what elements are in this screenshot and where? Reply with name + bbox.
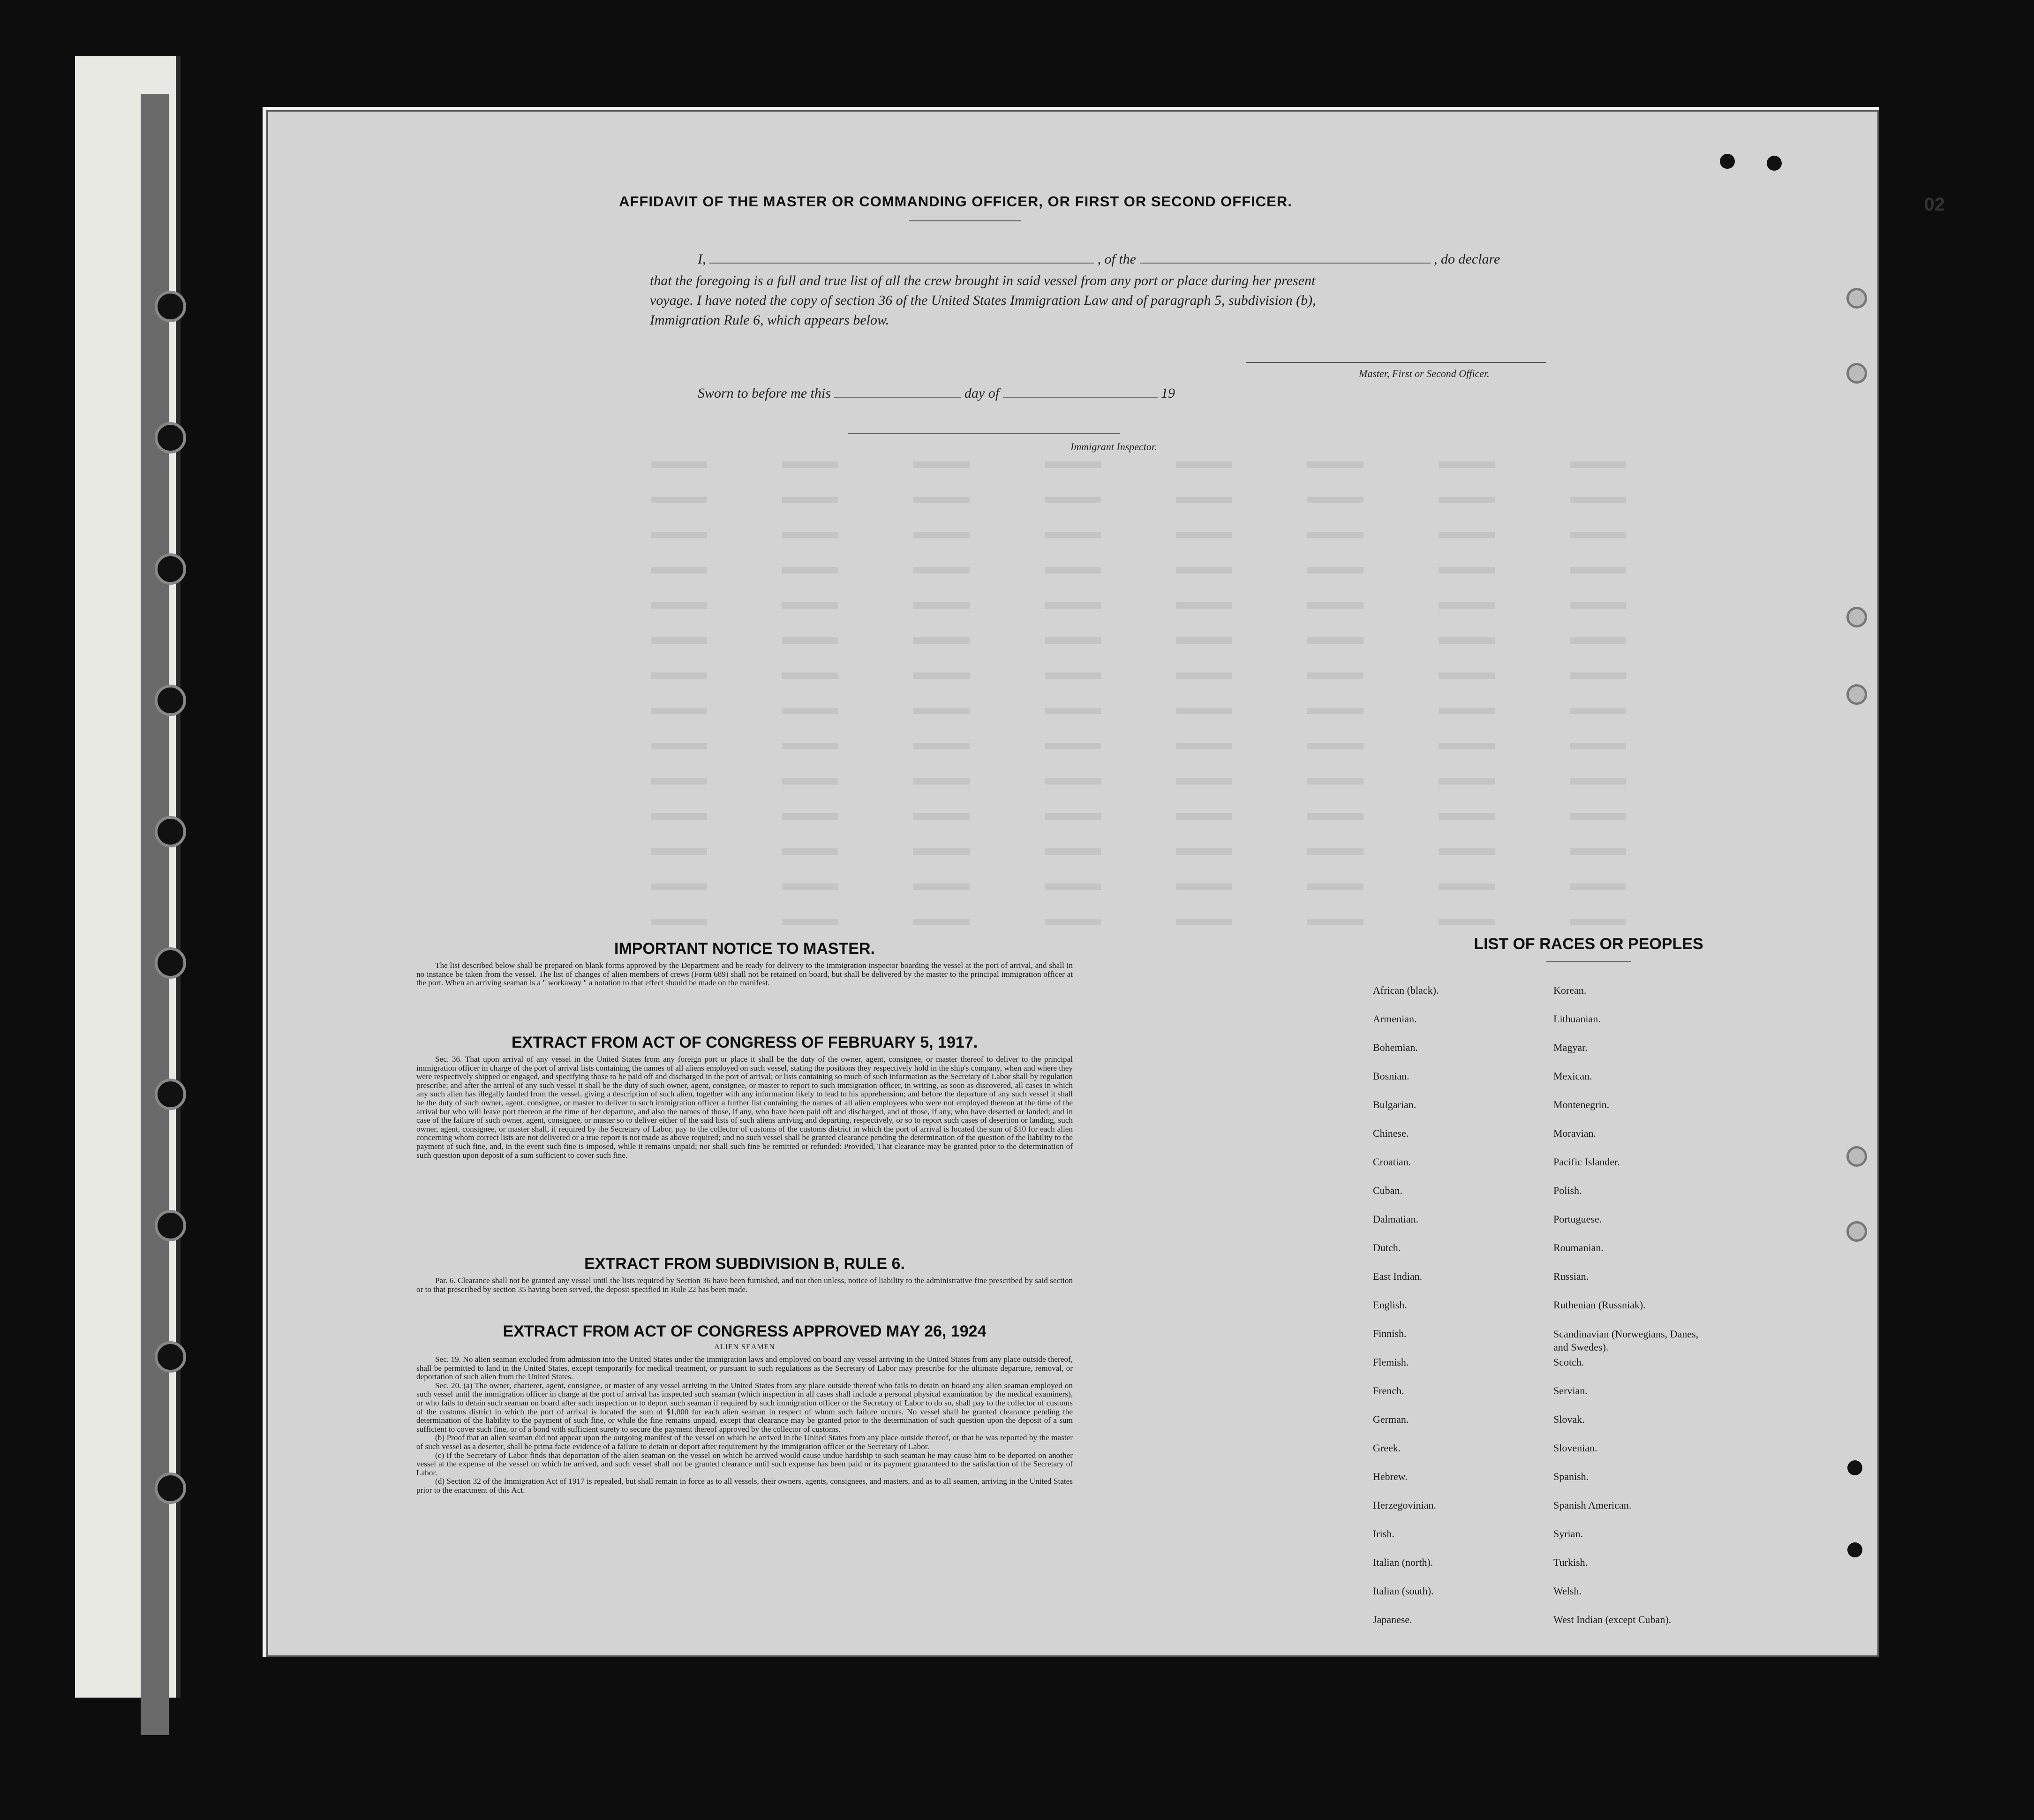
races-rule bbox=[1546, 961, 1631, 962]
races-column-2 bbox=[1553, 984, 1703, 1642]
race-item: Chinese. bbox=[1373, 1127, 1409, 1139]
race-item: Russian. bbox=[1553, 1270, 1589, 1282]
affidavit-of-the: , of the bbox=[1097, 251, 1136, 267]
race-item: Armenian. bbox=[1373, 1013, 1417, 1025]
race-item: Scandinavian (Norwegians, Danes, and Swedes). bbox=[1553, 1328, 1699, 1353]
binder-hole bbox=[155, 553, 186, 585]
race-item: Syrian. bbox=[1553, 1528, 1583, 1540]
binder-hole bbox=[155, 291, 186, 322]
affidavit-line-4: Immigration Rule 6, which appears below. bbox=[650, 312, 889, 328]
sworn-text: Sworn to before me this bbox=[698, 385, 831, 401]
race-item: Mexican. bbox=[1553, 1070, 1592, 1082]
punch-hole bbox=[1847, 1542, 1862, 1557]
race-item: Flemish. bbox=[1373, 1356, 1409, 1368]
race-item: West Indian (except Cuban). bbox=[1553, 1614, 1672, 1625]
act-1917-body bbox=[416, 1055, 1073, 1160]
race-item: Greek. bbox=[1373, 1442, 1401, 1454]
act-1924-title: EXTRACT FROM ACT OF CONGRESS APPROVED MAY 26, 1924 bbox=[503, 1322, 987, 1340]
act-1924-paragraph: (c) If the Secretary of Labor finds that deportation of the alien seaman on the vessel on which he arrived would cause undue hardship to such seaman he may cause him to be deported on another vessel at the expense of the vessel on which he arrived, and such vessel shall not be granted clearance until such expense has been paid or its payment guaranteed to the satisfaction of the Secretary of Labor. bbox=[416, 1450, 1073, 1477]
act-1924-paragraph: Sec. 20. (a) The owner, charterer, agent, consignee, or master of any vessel arriving in the United States from any place outside thereof who fails to detain on board any alien seaman employed on such vessel until the immigration officer in charge at the port of arrival has inspected such seaman (which inspection in all cases shall include a personal physical examination by the medical examiners), or who fails to detain such seaman on board after such inspection or to deport such seaman if required by such immigration officer or the Secretary of Labor to do so, shall pay to the collector of customs of the customs district in which the port of arrival is located the sum of $1,000 for each alien seaman in respect of whom such failure occurs. No vessel shall be granted clearance pending the determination of the liability to the payment of such fine, or while the fine remains unpaid, except that clearance may be granted prior to the determination of such question upon the deposit of a sum sufficient to cover such fine, or of a bond with sufficient surety to secure the payment thereof approved by the collector of customs. bbox=[416, 1381, 1073, 1434]
race-item: Dalmatian. bbox=[1373, 1213, 1419, 1225]
act-1917-paragraph: Sec. 36. That upon arrival of any vessel in the United States from any foreign port or place it shall be the duty of the owner, agent, consignee, or master thereof to deliver to the principal immigration officer in charge of the port of arrival lists containing the names of all aliens employed on such vessel, stating the positions they respectively hold in the ship's company, when and where they were respectively shipped or engaged, and specifying those to be paid off and discharged in the port of arrival; or lists containing so much of such information as the Secretary of Labor shall by regulation prescribe; and after the arrival of any such vessel it shall be the duty of such owner, agent, consignee, or master to report to such immigration officer, in writing, as soon as discovered, all cases in which any such alien has illegally landed from the vessel, giving a description of such alien, together with any information likely to lead to his apprehension; and before the departure of any such vessel it shall be the duty of such owner, agent, consignee, or master to deliver to such immigration officer a further list containing the names of all alien employees who were not employed thereon at the time of the arrival but who will leave port thereon at the time of her departure, and also the names of those, if any, who have been paid off and discharged, and of those, if any, who have deserted or landed; and in case of the failure of such owner, agent, consignee, or master so to deliver either of the said lists of such aliens arriving and departing, respectively, or so to report such cases of desertion or landing, such owner, agent, consignee, or master shall, if required by the Secretary of Labor, pay to the collector of customs of the customs district in which the port of arrival is located the sum of $10 for each alien concerning whom correct lists are not delivered or a true report is not made as above required; and no such vessel shall be granted clearance pending the determination of the question of the liability to the payment of such fine, and, in the event such fine is imposed, while it remains unpaid; nor shall such fine be remitted or refunded: Provided, That clearance may be granted prior to the determination of such question upon deposit of a sum sufficient to cover such fine. bbox=[416, 1055, 1073, 1160]
act-1924-paragraph: (b) Proof that an alien seaman did not appear upon the outgoing manifest of the vessel on which he arrived in the United States from any place outside thereof, or that he was reported by the master of such vessel as a deserter, shall be prima facie evidence of a failure to detain or deport after requirement by the immigration officer or the Secretary of Labor. bbox=[416, 1433, 1073, 1451]
races-column-1 bbox=[1373, 984, 1439, 1642]
month-blank bbox=[1003, 385, 1158, 398]
race-item: Bosnian. bbox=[1373, 1070, 1409, 1082]
race-item: Pacific Islander. bbox=[1553, 1156, 1620, 1168]
signature-line bbox=[1246, 362, 1546, 363]
race-item: Welsh. bbox=[1553, 1585, 1582, 1597]
ring-hole bbox=[1846, 1146, 1867, 1167]
race-item: Servian. bbox=[1553, 1385, 1588, 1397]
race-item: English. bbox=[1373, 1299, 1407, 1311]
binder-hole bbox=[155, 816, 186, 847]
act-1924-subtitle: ALIEN SEAMEN bbox=[714, 1343, 775, 1351]
affidavit-i: I, bbox=[698, 251, 706, 267]
race-item: Italian (south). bbox=[1373, 1585, 1434, 1597]
affidavit-line-2: that the foregoing is a full and true list of all the crew brought in said vessel from any port or place during her present bbox=[650, 273, 1316, 288]
ring-hole bbox=[1846, 363, 1867, 384]
race-item: East Indian. bbox=[1373, 1270, 1423, 1282]
race-item: Montenegrin. bbox=[1553, 1099, 1610, 1110]
vessel-blank bbox=[1140, 250, 1431, 264]
race-item: Dutch. bbox=[1373, 1242, 1401, 1254]
affidavit-line-3: voyage. I have noted the copy of section 36 of the United States Immigration Law and of paragraph 5, subdivision (b), bbox=[650, 293, 1316, 308]
affidavit-title: AFFIDAVIT OF THE MASTER OR COMMANDING OFFICER, OR FIRST OR SECOND OFFICER. bbox=[619, 193, 1292, 210]
race-item: Scotch. bbox=[1553, 1356, 1584, 1368]
race-item: Turkish. bbox=[1553, 1556, 1588, 1568]
race-item: African (black). bbox=[1373, 984, 1439, 996]
ring-hole bbox=[1846, 607, 1867, 627]
punch-hole bbox=[1767, 156, 1782, 171]
page-number: 02 bbox=[1924, 194, 1945, 215]
race-item: Finnish. bbox=[1373, 1328, 1407, 1339]
race-item: Italian (north). bbox=[1373, 1556, 1433, 1568]
binder-hole bbox=[155, 1210, 186, 1241]
title-rule bbox=[909, 220, 1021, 221]
race-item: Portuguese. bbox=[1553, 1213, 1602, 1225]
race-item: Spanish American. bbox=[1553, 1499, 1632, 1511]
notice-paragraph: The list described below shall be prepared on blank forms approved by the Department and be ready for delivery to the immigration inspector boarding the vessel at the port of arrival, and shall in no instance be taken from the vessel. The list of changes of alien members of crews (Form 689) shall not be retained on board, but shall be delivered by the master to the principal immigration officer at the port. When an arriving seaman is a " workaway " a notation to that effect should be made on the manifest. bbox=[416, 961, 1073, 988]
race-item: Slovenian. bbox=[1553, 1442, 1597, 1454]
act-1924-paragraph: Sec. 19. No alien seaman excluded from admission into the United States under the immigration laws and employed on board any vessel arriving in the United States from any place outside thereof, shall be permitted to land in the United States, except temporarily for medical treatment, or pursuant to such regulations as the Secretary of Labor may prescribe for the ultimate departure, removal, or deportation of such alien from the United States. bbox=[416, 1355, 1073, 1382]
punch-hole bbox=[1847, 1460, 1862, 1475]
races-title: LIST OF RACES OR PEOPLES bbox=[1474, 935, 1703, 953]
act-1917-title: EXTRACT FROM ACT OF CONGRESS OF FEBRUARY 5, 1917. bbox=[511, 1034, 978, 1051]
race-item: Cuban. bbox=[1373, 1185, 1402, 1196]
race-item: Hebrew. bbox=[1373, 1471, 1408, 1482]
race-item: Ruthenian (Russniak). bbox=[1553, 1299, 1646, 1311]
race-item: Polish. bbox=[1553, 1185, 1582, 1196]
rule-6-title: EXTRACT FROM SUBDIVISION B, RULE 6. bbox=[584, 1255, 905, 1273]
affidavit-do-declare: , do declare bbox=[1434, 251, 1500, 267]
binder-hole bbox=[155, 1079, 186, 1110]
binder-hole bbox=[155, 422, 186, 453]
year-prefix: 19 bbox=[1161, 385, 1175, 401]
inspector-label: Immigrant Inspector. bbox=[1070, 441, 1157, 453]
day-of-text: day of bbox=[964, 385, 1000, 401]
race-item: Moravian. bbox=[1553, 1127, 1597, 1139]
race-item: Herzegovinian. bbox=[1373, 1499, 1436, 1511]
race-item: Magyar. bbox=[1553, 1042, 1588, 1053]
race-item: French. bbox=[1373, 1385, 1404, 1397]
race-item: Irish. bbox=[1373, 1528, 1394, 1540]
race-item: Croatian. bbox=[1373, 1156, 1411, 1168]
act-1924-paragraph: (d) Section 32 of the Immigration Act of 1917 is repealed, but shall remain in force as to all vessels, their owners, agents, consignees, and masters, and as to all seamen, arriving in the United States prior to the enactment of this Act. bbox=[416, 1477, 1073, 1495]
rule-6-paragraph: Par. 6. Clearance shall not be granted any vessel until the lists required by Section 36 have been furnished, and not then unless, notice of liability to the administrative fine prescribed by said section or to that prescribed by section 35 having been served, the deposit specified in Rule 22 has been made. bbox=[416, 1276, 1073, 1294]
inspector-line bbox=[848, 433, 1120, 434]
binder-hole bbox=[155, 1341, 186, 1373]
race-item: Roumanian. bbox=[1553, 1242, 1604, 1254]
act-1924-body bbox=[416, 1355, 1073, 1495]
race-item: Korean. bbox=[1553, 984, 1587, 996]
ring-hole bbox=[1846, 684, 1867, 705]
rule-6-body bbox=[416, 1276, 1073, 1294]
ring-hole bbox=[1846, 288, 1867, 309]
race-item: Bulgarian. bbox=[1373, 1099, 1416, 1110]
affidavit-line-1 bbox=[698, 250, 1500, 267]
binder-hole bbox=[155, 947, 186, 979]
notice-body bbox=[416, 961, 1073, 988]
binder-hole bbox=[155, 685, 186, 716]
race-item: Spanish. bbox=[1553, 1471, 1589, 1482]
day-blank bbox=[834, 385, 961, 398]
sworn-line bbox=[698, 385, 1175, 401]
race-item: German. bbox=[1373, 1413, 1409, 1425]
race-item: Japanese. bbox=[1373, 1614, 1412, 1625]
document-page bbox=[263, 107, 1945, 1657]
officer-label: Master, First or Second Officer. bbox=[1359, 368, 1490, 379]
ring-hole bbox=[1846, 1221, 1867, 1242]
punch-hole bbox=[1720, 154, 1735, 169]
race-item: Bohemian. bbox=[1373, 1042, 1418, 1053]
name-blank bbox=[709, 250, 1094, 264]
race-item: Lithuanian. bbox=[1553, 1013, 1601, 1025]
race-item: Slovak. bbox=[1553, 1413, 1585, 1425]
binder-hole bbox=[155, 1473, 186, 1504]
notice-title: IMPORTANT NOTICE TO MASTER. bbox=[614, 940, 875, 958]
